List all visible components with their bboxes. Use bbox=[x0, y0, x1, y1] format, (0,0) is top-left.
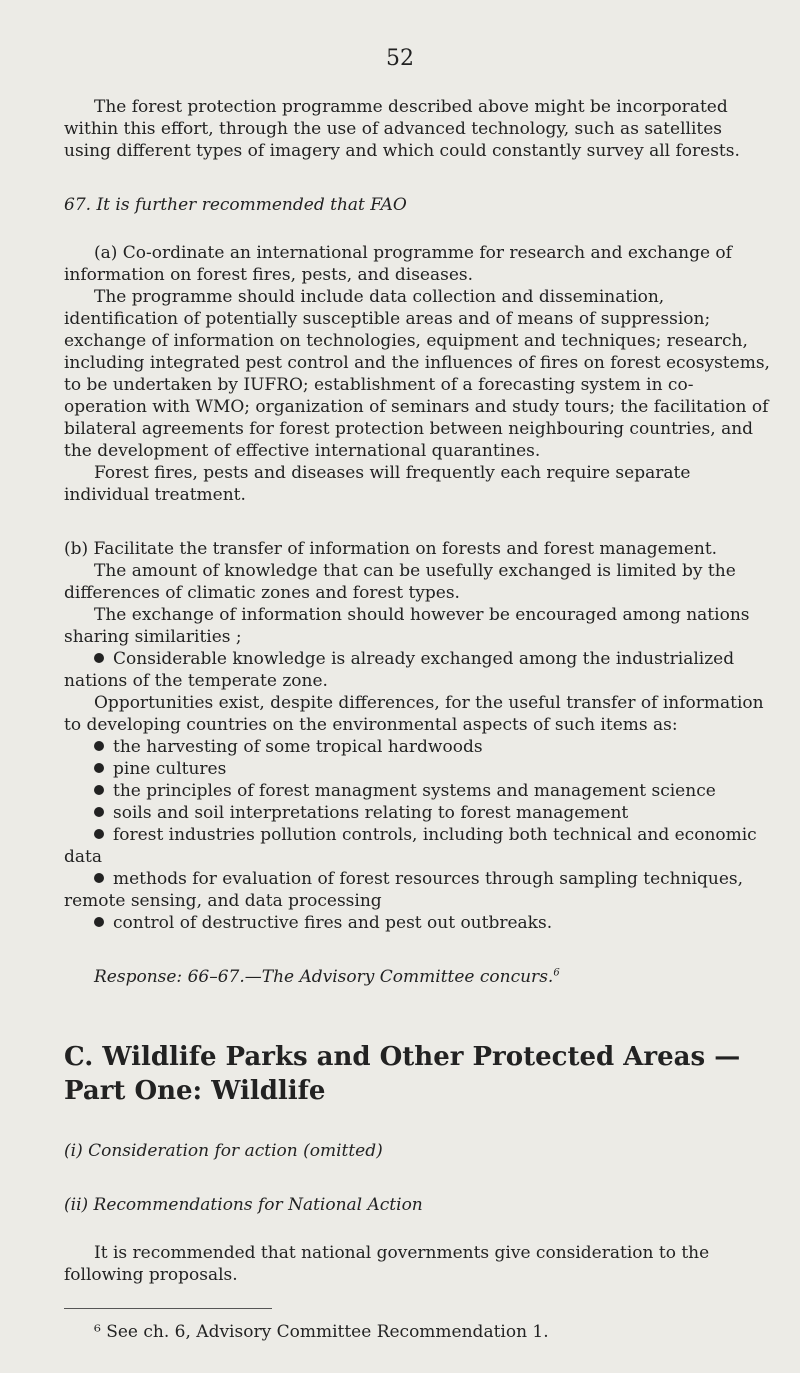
page-number: 52 bbox=[386, 46, 414, 71]
page-body bbox=[64, 96, 772, 1343]
recommendation-heading: 67. It is further recommended that FAO bbox=[64, 195, 407, 215]
item-b-paragraph: Opportunities exist, despite differences, for the useful transfer of information to developing countries on the environmental aspects of such items as: bbox=[64, 693, 764, 735]
response-line: Response: 66–67.—The Advisory Committee concurs.$^6$ bbox=[94, 967, 560, 987]
subsection-ii: (ii) Recommendations for National Action bbox=[64, 1195, 423, 1215]
bullet-icon bbox=[94, 741, 104, 751]
bullet-icon bbox=[94, 785, 104, 795]
bullet-icon bbox=[94, 917, 104, 927]
list-item: control of destructive fires and pest out outbreaks. bbox=[64, 912, 772, 934]
intro-paragraph: The forest protection programme described above might be incorporated within this effort, through the use of advanced technology, such as satellites using different types of imagery and which could constantly survey all forests. bbox=[64, 97, 740, 161]
bullet-icon bbox=[94, 763, 104, 773]
item-a-paragraph: The programme should include data collection and dissemination, identification of potentially susceptible areas and of means of suppression; exchange of information on technologies, equipment and techniques; research, including integrated pest control and the influences of fires on forest ecosystems, to be undertaken by IUFRO; establishment of a forecasting system in co-operation with WMO; organization of seminars and study tours; the facilitation of bilateral agreements for forest protection between neighbouring countries, and the development of effective international quarantines. bbox=[64, 287, 770, 461]
closing-paragraph: It is recommended that national governments give consideration to the following proposals. bbox=[64, 1243, 710, 1285]
list-item: soils and soil interpretations relating to forest management bbox=[64, 802, 772, 824]
bullet-list bbox=[64, 736, 772, 934]
section-title: C. Wildlife Parks and Other Protected Areas —Part One: Wildlife bbox=[64, 1042, 741, 1106]
list-item: methods for evaluation of forest resources through sampling techniques, remote sensing, and data processing bbox=[64, 869, 744, 911]
item-a-paragraph: Forest fires, pests and diseases will frequently each require separate individual treatment. bbox=[64, 463, 691, 505]
list-item: the principles of forest managment systems and management science bbox=[64, 780, 772, 802]
item-b-paragraph: The exchange of information should however be encouraged among nations sharing similarities ; bbox=[64, 605, 750, 647]
subsection-i: (i) Consideration for action (omitted) bbox=[64, 1141, 383, 1161]
bullet-icon bbox=[94, 653, 104, 663]
footnote-ref: 6 bbox=[553, 967, 560, 979]
bullet-icon bbox=[94, 873, 104, 883]
footnote: ⁶ See ch. 6, Advisory Committee Recommendation 1. bbox=[94, 1322, 549, 1342]
item-b-paragraph: The amount of knowledge that can be usefully exchanged is limited by the differences of climatic zones and forest types. bbox=[64, 561, 736, 603]
footnote-divider bbox=[64, 1308, 272, 1309]
item-b-title: (b) Facilitate the transfer of information on forests and forest management. bbox=[64, 539, 718, 559]
item-a-title: (a) Co-ordinate an international programme for research and exchange of information on forest fires, pests, and diseases. bbox=[64, 243, 732, 285]
bullet-icon bbox=[94, 807, 104, 817]
list-item: Considerable knowledge is already exchanged among the industrialized nations of the temperate zone. bbox=[64, 649, 735, 691]
bullet-list bbox=[64, 648, 772, 692]
list-item: pine cultures bbox=[64, 758, 772, 780]
list-item: the harvesting of some tropical hardwoods bbox=[64, 736, 772, 758]
bullet-icon bbox=[94, 829, 104, 839]
list-item: forest industries pollution controls, including both technical and economic data bbox=[64, 825, 757, 867]
